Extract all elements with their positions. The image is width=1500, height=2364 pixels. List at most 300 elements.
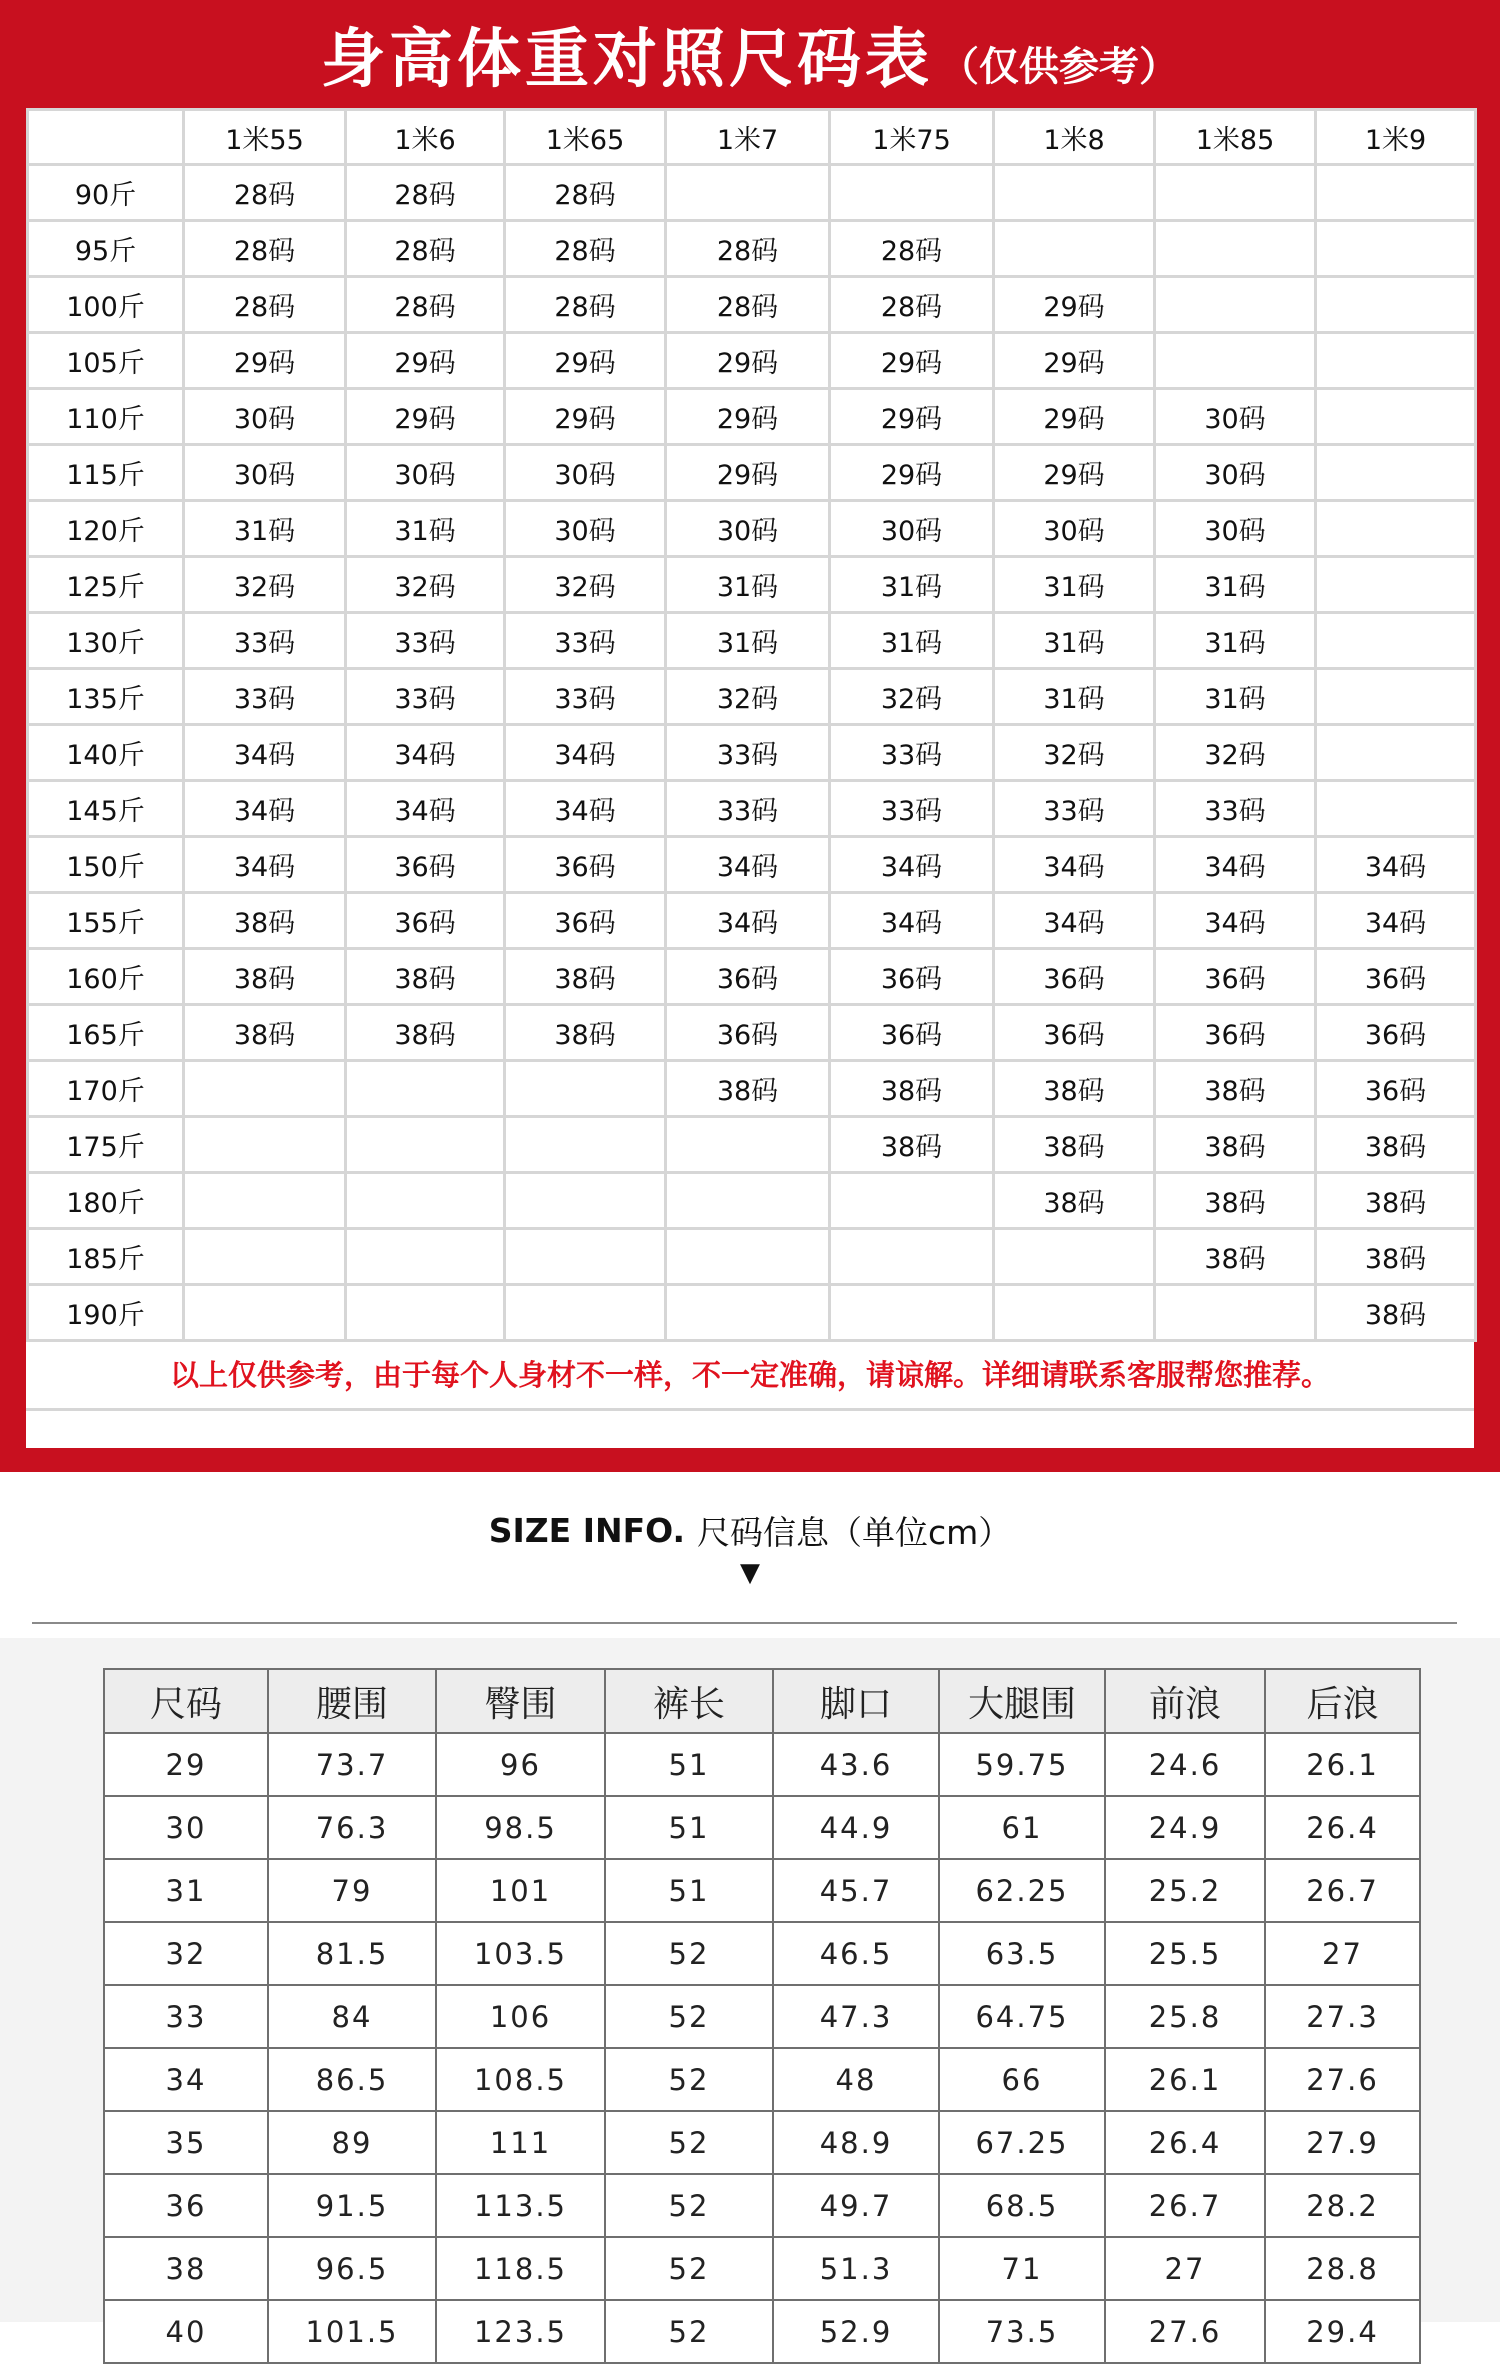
chart-title: [0, 0, 1500, 108]
measurement-cell: 28.8: [1265, 2237, 1420, 2300]
size-cell: 33码: [1155, 781, 1316, 837]
size-cell: 28码: [184, 221, 346, 277]
size-cell: 30码: [184, 445, 346, 501]
weight-label-cell: 135斤: [28, 669, 184, 725]
table-row: [28, 613, 1476, 669]
size-cell: 32码: [346, 557, 505, 613]
measurement-cell: 31: [104, 1859, 268, 1922]
size-cell: 28码: [184, 165, 346, 221]
size-cell: 36码: [830, 949, 994, 1005]
size-info-heading: [0, 1505, 1500, 1555]
measurement-cell: 84: [268, 1985, 436, 2048]
size-cell: 31码: [830, 557, 994, 613]
size-cell: 32码: [994, 725, 1155, 781]
table-row: [104, 2300, 1420, 2363]
measurement-cell: 52.9: [773, 2300, 939, 2363]
table-row: [28, 165, 1476, 221]
size-cell: [505, 1173, 666, 1229]
size-cell: 38码: [184, 1005, 346, 1061]
size-cell: [830, 1173, 994, 1229]
size-cell: 38码: [346, 949, 505, 1005]
size-cell: 36码: [994, 1005, 1155, 1061]
table-row: [28, 1285, 1476, 1341]
size-cell: 30码: [830, 501, 994, 557]
table-row: [28, 669, 1476, 725]
size-info-title-cn: 尺码信息（单位cm）: [697, 1512, 1012, 1552]
weight-label-cell: 170斤: [28, 1061, 184, 1117]
table-row: [104, 1922, 1420, 1985]
size-cell: 33码: [184, 669, 346, 725]
measurement-cell: 24.9: [1105, 1796, 1265, 1859]
height-header-cell: 1米9: [1316, 110, 1476, 165]
size-cell: [346, 1229, 505, 1285]
measurement-cell: 26.7: [1265, 1859, 1420, 1922]
measurement-cell: 48: [773, 2048, 939, 2111]
table-row: [28, 221, 1476, 277]
size-cell: [346, 1285, 505, 1341]
size-cell: 34码: [505, 725, 666, 781]
size-cell: 38码: [994, 1061, 1155, 1117]
table-row: [28, 389, 1476, 445]
size-cell: 30码: [1155, 445, 1316, 501]
measurement-cell: 111: [436, 2111, 605, 2174]
measurement-cell: 30: [104, 1796, 268, 1859]
size-cell: 33码: [830, 781, 994, 837]
measurement-cell: 123.5: [436, 2300, 605, 2363]
measurement-cell: 26.4: [1265, 1796, 1420, 1859]
weight-label-cell: 120斤: [28, 501, 184, 557]
size-cell: 34码: [830, 893, 994, 949]
table-row: [104, 2048, 1420, 2111]
size-cell: 29码: [505, 333, 666, 389]
size-cell: 38码: [184, 893, 346, 949]
measurement-cell: 103.5: [436, 1922, 605, 1985]
size-cell: 28码: [346, 277, 505, 333]
size-cell: [1316, 277, 1476, 333]
table-row: [28, 837, 1476, 893]
height-header-cell: 1米85: [1155, 110, 1316, 165]
size-cell: 33码: [994, 781, 1155, 837]
size-cell: 30码: [994, 501, 1155, 557]
size-cell: [184, 1117, 346, 1173]
size-cell: 36码: [505, 893, 666, 949]
size-cell: 38码: [184, 949, 346, 1005]
measurement-cell: 62.25: [939, 1859, 1105, 1922]
size-cell: 38码: [505, 1005, 666, 1061]
size-cell: 29码: [505, 389, 666, 445]
weight-label-cell: 180斤: [28, 1173, 184, 1229]
size-cell: [666, 1173, 830, 1229]
table-row: [28, 1061, 1476, 1117]
size-cell: 30码: [505, 445, 666, 501]
measurement-cell: 63.5: [939, 1922, 1105, 1985]
size-cell: [1316, 221, 1476, 277]
size-cell: [1316, 165, 1476, 221]
measurement-cell: 68.5: [939, 2174, 1105, 2237]
size-cell: 38码: [1316, 1117, 1476, 1173]
size-cell: 28码: [666, 277, 830, 333]
measurement-cell: 27: [1265, 1922, 1420, 1985]
measurement-header-cell: 臀围: [436, 1669, 605, 1733]
size-cell: 34码: [1155, 893, 1316, 949]
height-header-cell: 1米6: [346, 110, 505, 165]
size-cell: 28码: [666, 221, 830, 277]
measurement-cell: 101.5: [268, 2300, 436, 2363]
measurement-cell: 43.6: [773, 1733, 939, 1796]
size-cell: 29码: [994, 333, 1155, 389]
measurement-cell: 106: [436, 1985, 605, 2048]
panel-footer: [26, 1411, 1474, 1448]
measurement-cell: 52: [605, 1922, 773, 1985]
height-header-cell: 1米75: [830, 110, 994, 165]
size-cell: 33码: [830, 725, 994, 781]
size-cell: [666, 1285, 830, 1341]
measurement-cell: 27.6: [1265, 2048, 1420, 2111]
size-chart-panel: [26, 108, 1474, 1448]
size-cell: 30码: [505, 501, 666, 557]
size-cell: 28码: [830, 221, 994, 277]
size-cell: 36码: [346, 893, 505, 949]
size-cell: [1155, 277, 1316, 333]
size-cell: [1316, 725, 1476, 781]
table-row: [28, 893, 1476, 949]
measurement-cell: 71: [939, 2237, 1105, 2300]
size-cell: 28码: [505, 277, 666, 333]
measurement-cell: 47.3: [773, 1985, 939, 2048]
size-cell: 31码: [1155, 557, 1316, 613]
size-cell: 28码: [505, 221, 666, 277]
table-row: [28, 1005, 1476, 1061]
size-cell: 33码: [346, 613, 505, 669]
measurement-body: [104, 1733, 1420, 2363]
size-cell: 33码: [505, 669, 666, 725]
measurement-header-cell: 前浪: [1105, 1669, 1265, 1733]
size-cell: 38码: [1155, 1229, 1316, 1285]
size-cell: 31码: [994, 669, 1155, 725]
size-cell: 38码: [830, 1117, 994, 1173]
weight-label-cell: 100斤: [28, 277, 184, 333]
table-row: [28, 557, 1476, 613]
size-cell: 31码: [830, 613, 994, 669]
size-cell: [1316, 389, 1476, 445]
table-row: [28, 1173, 1476, 1229]
size-cell: 29码: [666, 333, 830, 389]
size-cell: 34码: [184, 781, 346, 837]
size-cell: 28码: [505, 165, 666, 221]
weight-label-cell: 110斤: [28, 389, 184, 445]
size-cell: [184, 1285, 346, 1341]
measurement-header-cell: 大腿围: [939, 1669, 1105, 1733]
size-cell: 30码: [1155, 389, 1316, 445]
size-cell: 29码: [666, 389, 830, 445]
measurement-cell: 89: [268, 2111, 436, 2174]
size-cell: [1155, 165, 1316, 221]
measurement-cell: 51.3: [773, 2237, 939, 2300]
measurement-cell: 25.8: [1105, 1985, 1265, 2048]
table-row: [28, 781, 1476, 837]
size-cell: 36码: [1155, 949, 1316, 1005]
size-cell: 29码: [346, 389, 505, 445]
weight-label-cell: 155斤: [28, 893, 184, 949]
table-row: [28, 725, 1476, 781]
measurement-header-cell: 裤长: [605, 1669, 773, 1733]
weight-label-cell: 175斤: [28, 1117, 184, 1173]
size-cell: 32码: [830, 669, 994, 725]
size-cell: 38码: [1316, 1173, 1476, 1229]
size-cell: [830, 1285, 994, 1341]
height-header-cell: 1米55: [184, 110, 346, 165]
measurement-cell: 26.7: [1105, 2174, 1265, 2237]
measurement-cell: 96: [436, 1733, 605, 1796]
weight-label-cell: 165斤: [28, 1005, 184, 1061]
weight-label-cell: 130斤: [28, 613, 184, 669]
table-row: [104, 2174, 1420, 2237]
size-cell: [1316, 333, 1476, 389]
measurement-cell: 98.5: [436, 1796, 605, 1859]
size-cell: 28码: [346, 165, 505, 221]
weight-label-cell: 125斤: [28, 557, 184, 613]
size-cell: 28码: [184, 277, 346, 333]
measurement-cell: 52: [605, 2048, 773, 2111]
measurement-cell: 26.4: [1105, 2111, 1265, 2174]
size-cell: [505, 1061, 666, 1117]
table-row: [28, 445, 1476, 501]
size-cell: 34码: [184, 725, 346, 781]
measurement-header-cell: 尺码: [104, 1669, 268, 1733]
size-cell: 33码: [346, 669, 505, 725]
measurement-cell: 113.5: [436, 2174, 605, 2237]
size-cell: 34码: [830, 837, 994, 893]
size-cell: 29码: [184, 333, 346, 389]
size-cell: 32码: [505, 557, 666, 613]
size-cell: [994, 221, 1155, 277]
table-row: [28, 333, 1476, 389]
measurement-cell: 52: [605, 2300, 773, 2363]
size-cell: 29码: [346, 333, 505, 389]
size-cell: 34码: [666, 837, 830, 893]
size-cell: [1316, 445, 1476, 501]
measurement-cell: 29: [104, 1733, 268, 1796]
size-cell: 32码: [1155, 725, 1316, 781]
height-header-cell: 1米65: [505, 110, 666, 165]
down-arrow-icon: ▼: [740, 1558, 760, 1588]
height-header-cell: 1米7: [666, 110, 830, 165]
measurement-cell: 59.75: [939, 1733, 1105, 1796]
size-cell: 36码: [1316, 949, 1476, 1005]
size-cell: 36码: [1155, 1005, 1316, 1061]
weight-label-cell: 190斤: [28, 1285, 184, 1341]
size-cell: 33码: [666, 725, 830, 781]
size-cell: 34码: [666, 893, 830, 949]
size-cell: 38码: [666, 1061, 830, 1117]
size-cell: 33码: [184, 613, 346, 669]
size-cell: 29码: [666, 445, 830, 501]
size-cell: [994, 1229, 1155, 1285]
table-row: [104, 1859, 1420, 1922]
measurement-cell: 44.9: [773, 1796, 939, 1859]
measurement-cell: 66: [939, 2048, 1105, 2111]
table-row: [28, 949, 1476, 1005]
measurement-cell: 91.5: [268, 2174, 436, 2237]
height-header-row: [28, 110, 1476, 165]
size-cell: 28码: [346, 221, 505, 277]
weight-label-cell: 185斤: [28, 1229, 184, 1285]
measurement-cell: 27.3: [1265, 1985, 1420, 2048]
size-cell: 34码: [1316, 837, 1476, 893]
size-cell: 31码: [994, 557, 1155, 613]
height-weight-table: [26, 108, 1477, 1342]
measurement-cell: 38: [104, 2237, 268, 2300]
measurement-cell: 26.1: [1105, 2048, 1265, 2111]
measurement-header-cell: 脚口: [773, 1669, 939, 1733]
size-cell: 36码: [994, 949, 1155, 1005]
size-info-title-en: SIZE INFO.: [488, 1510, 685, 1550]
measurement-cell: 45.7: [773, 1859, 939, 1922]
size-cell: 31码: [1155, 669, 1316, 725]
measurement-cell: 27: [1105, 2237, 1265, 2300]
size-cell: [1316, 557, 1476, 613]
measurement-cell: 27.6: [1105, 2300, 1265, 2363]
measurement-cell: 52: [605, 2237, 773, 2300]
size-cell: [505, 1229, 666, 1285]
size-cell: [505, 1117, 666, 1173]
size-cell: [830, 1229, 994, 1285]
measurement-header-row: [104, 1669, 1420, 1733]
size-cell: [666, 1117, 830, 1173]
size-cell: 30码: [1155, 501, 1316, 557]
size-cell: [1316, 669, 1476, 725]
size-cell: 36码: [666, 949, 830, 1005]
size-cell: 31码: [994, 613, 1155, 669]
chart-title-main: 身高体重对照尺码表: [321, 23, 933, 97]
size-cell: 38码: [994, 1117, 1155, 1173]
table-row: [28, 1229, 1476, 1285]
size-cell: 29码: [994, 445, 1155, 501]
height-header-cell: 1米8: [994, 110, 1155, 165]
size-cell: 38码: [1155, 1061, 1316, 1117]
measurement-cell: 67.25: [939, 2111, 1105, 2174]
size-cell: 38码: [346, 1005, 505, 1061]
size-cell: 38码: [1316, 1229, 1476, 1285]
size-cell: 33码: [505, 613, 666, 669]
size-cell: [505, 1285, 666, 1341]
measurement-cell: 118.5: [436, 2237, 605, 2300]
size-cell: [1155, 221, 1316, 277]
size-cell: [830, 165, 994, 221]
measurement-cell: 51: [605, 1733, 773, 1796]
measurement-cell: 24.6: [1105, 1733, 1265, 1796]
size-cell: 38码: [830, 1061, 994, 1117]
size-cell: [994, 165, 1155, 221]
measurement-cell: 51: [605, 1859, 773, 1922]
size-cell: 38码: [994, 1173, 1155, 1229]
size-cell: 34码: [184, 837, 346, 893]
size-cell: 34码: [346, 781, 505, 837]
measurement-header-cell: 后浪: [1265, 1669, 1420, 1733]
size-cell: [346, 1173, 505, 1229]
measurement-cell: 101: [436, 1859, 605, 1922]
height-weight-body: [28, 165, 1476, 1341]
measurement-cell: 40: [104, 2300, 268, 2363]
size-cell: 36码: [346, 837, 505, 893]
weight-label-cell: 115斤: [28, 445, 184, 501]
measurement-table: [103, 1668, 1421, 2364]
measurement-cell: 27.9: [1265, 2111, 1420, 2174]
size-cell: 29码: [994, 277, 1155, 333]
measurement-cell: 52: [605, 2174, 773, 2237]
size-cell: [1155, 1285, 1316, 1341]
measurement-cell: 36: [104, 2174, 268, 2237]
size-cell: 36码: [666, 1005, 830, 1061]
size-cell: 30码: [346, 445, 505, 501]
disclaimer-note: 以上仅供参考，由于每个人身材不一样，不一定准确，请谅解。详细请联系客服帮您推荐。: [26, 1338, 1474, 1411]
size-cell: [346, 1061, 505, 1117]
size-cell: 36码: [1316, 1061, 1476, 1117]
size-cell: 34码: [505, 781, 666, 837]
weight-label-cell: 95斤: [28, 221, 184, 277]
weight-label-cell: 90斤: [28, 165, 184, 221]
size-cell: 29码: [830, 389, 994, 445]
size-cell: 38码: [1316, 1285, 1476, 1341]
measurement-cell: 33: [104, 1985, 268, 2048]
table-row: [104, 2237, 1420, 2300]
size-cell: 31码: [184, 501, 346, 557]
size-cell: 36码: [830, 1005, 994, 1061]
size-cell: 31码: [666, 613, 830, 669]
weight-label-cell: 145斤: [28, 781, 184, 837]
measurement-cell: 26.1: [1265, 1733, 1420, 1796]
measurement-cell: 76.3: [268, 1796, 436, 1859]
table-row: [104, 1985, 1420, 2048]
chart-title-sub: （仅供参考）: [939, 43, 1179, 90]
size-cell: 36码: [1316, 1005, 1476, 1061]
size-cell: [184, 1173, 346, 1229]
measurement-cell: 46.5: [773, 1922, 939, 1985]
table-row: [104, 1733, 1420, 1796]
size-cell: 29码: [994, 389, 1155, 445]
size-cell: 31码: [666, 557, 830, 613]
size-cell: [1316, 501, 1476, 557]
size-cell: [1155, 333, 1316, 389]
size-cell: 32码: [666, 669, 830, 725]
corner-cell: [28, 110, 184, 165]
size-cell: [666, 165, 830, 221]
measurement-cell: 81.5: [268, 1922, 436, 1985]
table-row: [28, 501, 1476, 557]
measurement-cell: 108.5: [436, 2048, 605, 2111]
size-cell: 38码: [1155, 1117, 1316, 1173]
measurement-cell: 52: [605, 2111, 773, 2174]
size-cell: [184, 1229, 346, 1285]
size-cell: 38码: [505, 949, 666, 1005]
weight-label-cell: 105斤: [28, 333, 184, 389]
measurement-cell: 49.7: [773, 2174, 939, 2237]
weight-label-cell: 160斤: [28, 949, 184, 1005]
measurement-cell: 73.7: [268, 1733, 436, 1796]
size-cell: 34码: [994, 837, 1155, 893]
table-row: [104, 2111, 1420, 2174]
size-cell: 30码: [666, 501, 830, 557]
size-cell: 38码: [1155, 1173, 1316, 1229]
size-cell: [346, 1117, 505, 1173]
measurement-cell: 48.9: [773, 2111, 939, 2174]
measurement-cell: 35: [104, 2111, 268, 2174]
measurement-cell: 28.2: [1265, 2174, 1420, 2237]
measurement-cell: 51: [605, 1796, 773, 1859]
measurement-cell: 52: [605, 1985, 773, 2048]
size-cell: 33码: [666, 781, 830, 837]
table-row: [28, 1117, 1476, 1173]
